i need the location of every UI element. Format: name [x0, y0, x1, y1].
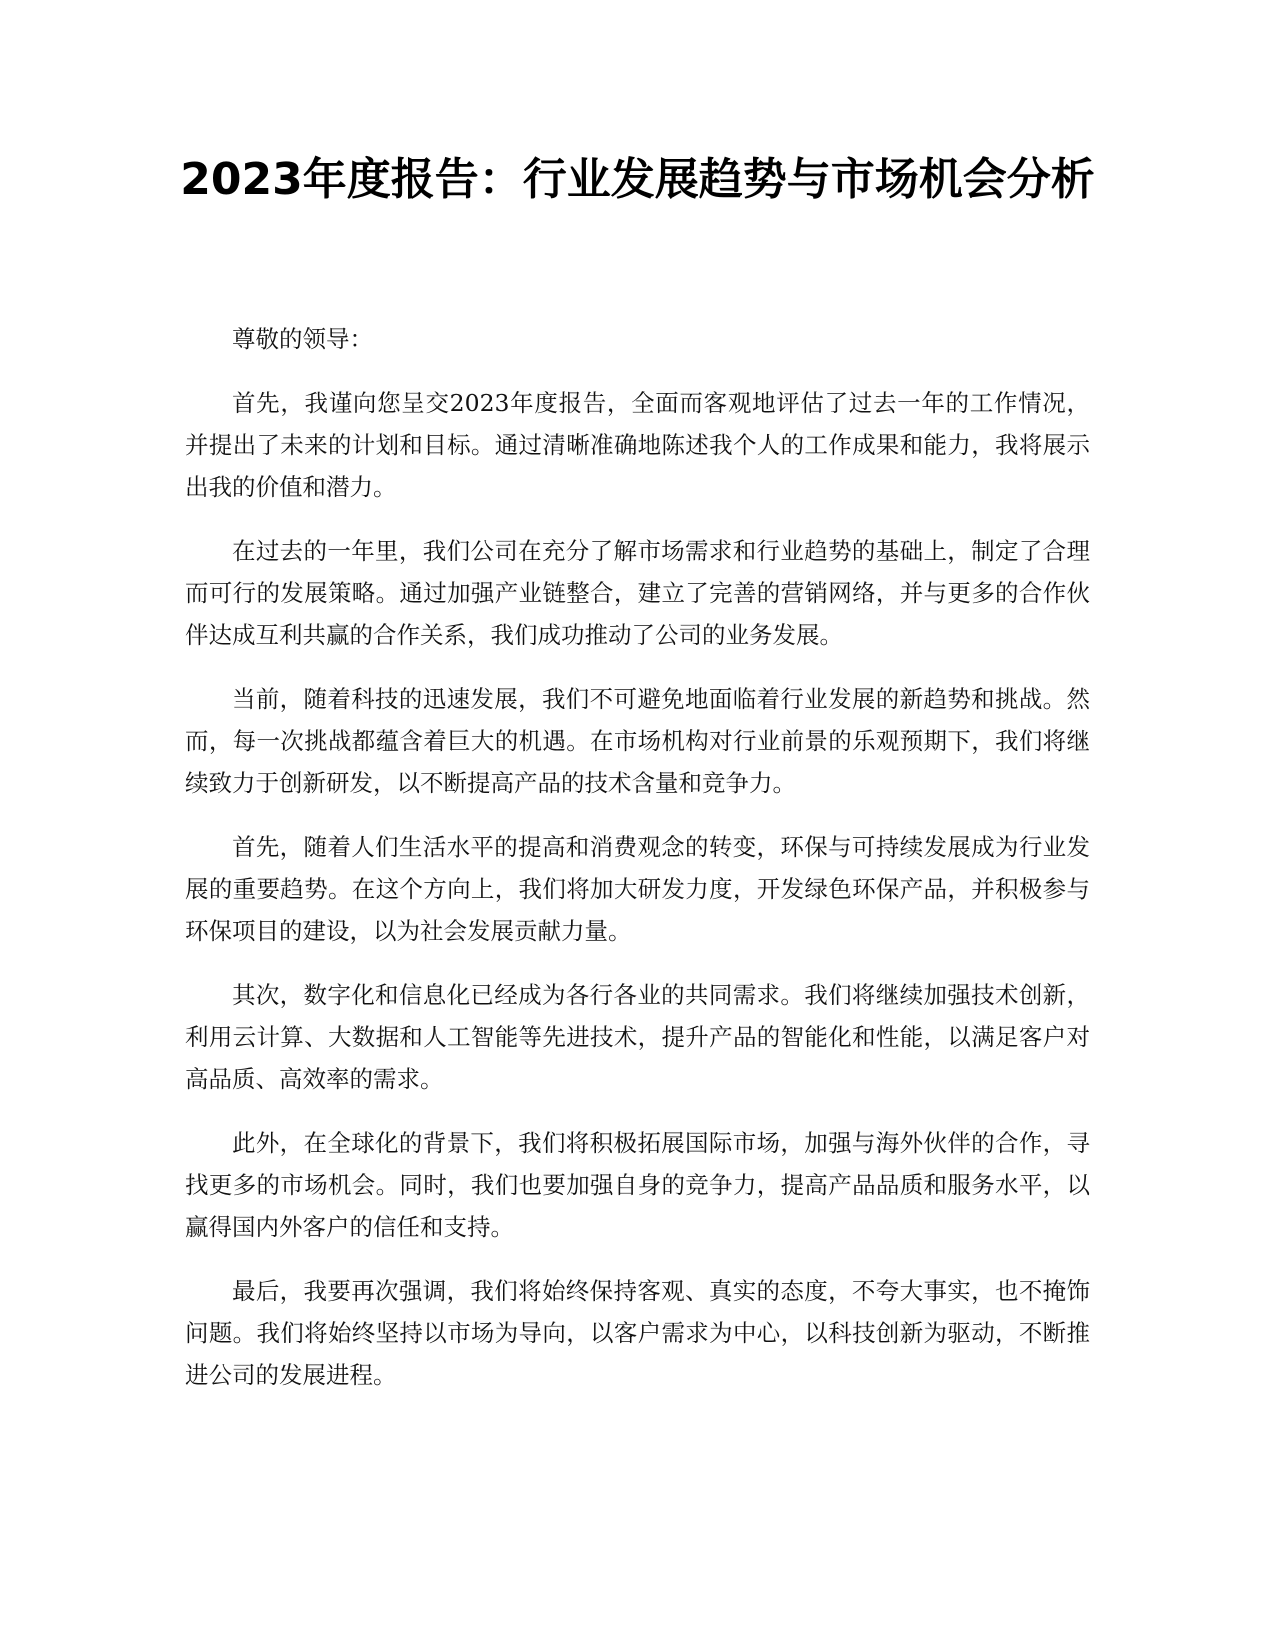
paragraph: 最后，我要再次强调，我们将始终保持客观、真实的态度，不夸大事实，也不掩饰问题。我们将始终坚持以市场为导向，以客户需求为中心，以科技创新为驱动，不断推进公司的发展进程。 [185, 1277, 1090, 1389]
paragraph: 首先，我谨向您呈交2023年度报告，全面而客观地评估了过去一年的工作情况，并提出了未来的计划和目标。通过清晰准确地陈述我个人的工作成果和能力，我将展示出我的价值和潜力。 [185, 389, 1090, 501]
paragraph: 当前，随着科技的迅速发展，我们不可避免地面临着行业发展的新趋势和挑战。然而，每一次挑战都蕴含着巨大的机遇。在市场机构对行业前景的乐观预期下，我们将继续致力于创新研发，以不断提高产品的技术含量和竞争力。 [185, 685, 1090, 797]
document-title: 2023年度报告：行业发展趋势与市场机会分析 [180, 154, 1095, 205]
salutation: 尊敬的领导： [232, 325, 373, 353]
paragraph: 首先，随着人们生活水平的提高和消费观念的转变，环保与可持续发展成为行业发展的重要趋势。在这个方向上，我们将加大研发力度，开发绿色环保产品，并积极参与环保项目的建设，以为社会发展贡献力量。 [185, 833, 1090, 945]
document-body [185, 318, 1090, 1418]
paragraph: 其次，数字化和信息化已经成为各行各业的共同需求。我们将继续加强技术创新，利用云计算、大数据和人工智能等先进技术，提升产品的智能化和性能，以满足客户对高品质、高效率的需求。 [185, 981, 1090, 1093]
paragraph: 此外，在全球化的背景下，我们将积极拓展国际市场，加强与海外伙伴的合作，寻找更多的市场机会。同时，我们也要加强自身的竞争力，提高产品品质和服务水平，以赢得国内外客户的信任和支持。 [185, 1129, 1090, 1241]
paragraph: 在过去的一年里，我们公司在充分了解市场需求和行业趋势的基础上，制定了合理而可行的发展策略。通过加强产业链整合，建立了完善的营销网络，并与更多的合作伙伴达成互利共赢的合作关系，我们成功推动了公司的业务发展。 [185, 537, 1090, 649]
